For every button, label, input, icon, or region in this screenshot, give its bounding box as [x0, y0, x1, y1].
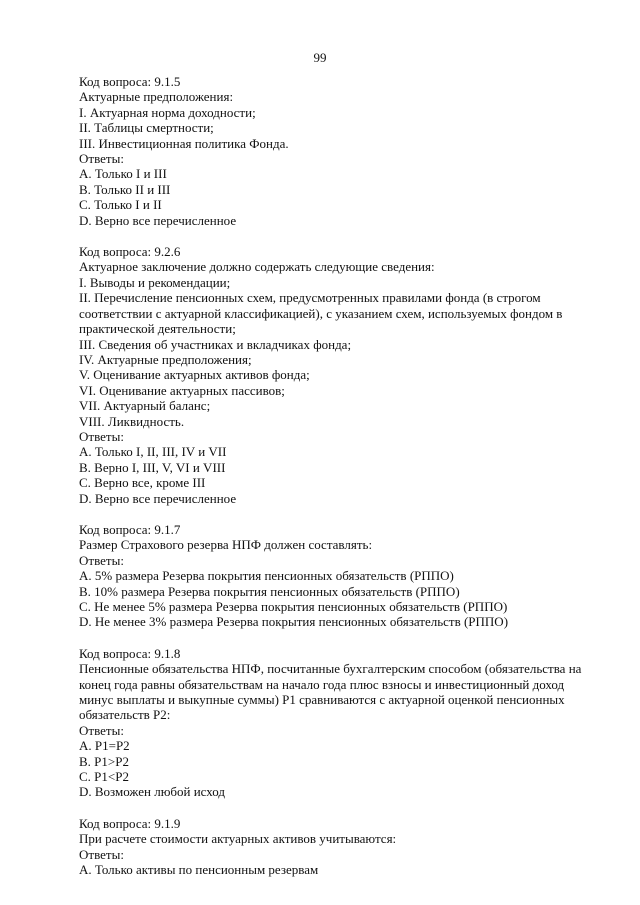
answer-option: C. Не менее 5% размера Резерва покрытия пенсионных обязательств (РППО) — [79, 599, 508, 614]
answer-option: B. Верно I, III, V, VI и VIII — [79, 459, 226, 475]
question-line: II. Перечисление пенсионных схем, предусмотренных правилами фонда (в строгом — [79, 290, 541, 306]
answer-option: A. Р1=Р2 — [79, 738, 130, 754]
answer-option: B. Р1>Р2 — [79, 753, 129, 769]
question-code: Код вопроса: 9.1.5 — [79, 74, 181, 89]
question-line: V. Оценивание актуарных активов фонда; — [79, 367, 310, 383]
answers-label: Ответы: — [79, 552, 124, 568]
answer-option: A. Только I, II, III, IV и VII — [79, 444, 227, 460]
question-block — [79, 74, 599, 228]
answer-option: B. Только II и III — [79, 181, 171, 197]
answer-option: D. Не менее 3% размера Резерва покрытия пенсионных обязательств (РППО) — [79, 614, 509, 630]
answer-option: D. Верно все перечисленное — [79, 212, 237, 228]
answer-option: C. Только I и II — [79, 197, 162, 213]
answer-option: D. Возможен любой исход — [79, 784, 226, 800]
question-code: Код вопроса: 9.1.7 — [79, 521, 181, 537]
answers-label: Ответы: — [79, 846, 124, 862]
question-line: VI. Оценивание актуарных пассивов; — [79, 382, 285, 398]
answers-label: Ответы: — [79, 428, 124, 444]
question-line: минус выплаты и выкупные суммы) Р1 сравниваются с актуарной оценкой пенсионных — [79, 692, 565, 708]
question-line: практической деятельности; — [79, 321, 236, 337]
answer-option: C. Р1<Р2 — [79, 769, 129, 785]
question-line: обязательств Р2: — [79, 707, 171, 723]
question-line: Актуарные предположения: — [79, 89, 234, 105]
question-block — [79, 244, 599, 506]
question-line: IV. Актуарные предположения; — [79, 351, 252, 367]
question-block — [79, 522, 599, 630]
page-number: 99 — [313, 50, 327, 65]
question-block — [79, 646, 599, 800]
answer-option: B. 10% размера Резерва покрытия пенсионных обязательств (РППО) — [79, 583, 460, 599]
question-line: II. Таблицы смертности; — [79, 120, 214, 136]
question-line: Пенсионные обязательства НПФ, посчитанные бухгалтерским способом (обязательства на — [79, 661, 582, 677]
question-line: III. Сведения об участниках и вкладчиках фонда; — [79, 336, 352, 352]
question-line: конец года равны обязательствам на начало года плюс взносы и инвестиционный доход — [79, 676, 565, 692]
question-line: Актуарное заключение должно содержать следующие сведения: — [79, 259, 435, 275]
question-block — [79, 816, 599, 878]
answer-option: A. Только I и III — [79, 166, 167, 182]
question-code: Код вопроса: 9.2.6 — [79, 244, 181, 260]
answer-option: A. Только активы по пенсионным резервам — [79, 862, 319, 878]
document-body — [79, 74, 599, 894]
question-line: VIII. Ликвидность. — [79, 413, 185, 429]
answers-label: Ответы: — [79, 151, 124, 167]
question-line: соответствии с актуарной классификацией), с указанием схем, используемых фондом в — [79, 305, 563, 321]
question-line: I. Выводы и рекомендации; — [79, 274, 231, 290]
answer-option: A. 5% размера Резерва покрытия пенсионных обязательств (РППО) — [79, 568, 454, 584]
question-code: Код вопроса: 9.1.9 — [79, 815, 181, 831]
question-line: При расчете стоимости актуарных активов учитываются: — [79, 831, 397, 847]
question-line: I. Актуарная норма доходности; — [79, 104, 256, 120]
question-line: Размер Страхового резерва НПФ должен составлять: — [79, 537, 373, 553]
answer-option: D. Верно все перечисленное — [79, 490, 237, 506]
question-line: VII. Актуарный баланс; — [79, 398, 211, 414]
question-line: III. Инвестиционная политика Фонда. — [79, 135, 289, 151]
answers-label: Ответы: — [79, 722, 124, 738]
question-code: Код вопроса: 9.1.8 — [79, 645, 181, 661]
answer-option: C. Верно все, кроме III — [79, 475, 206, 491]
